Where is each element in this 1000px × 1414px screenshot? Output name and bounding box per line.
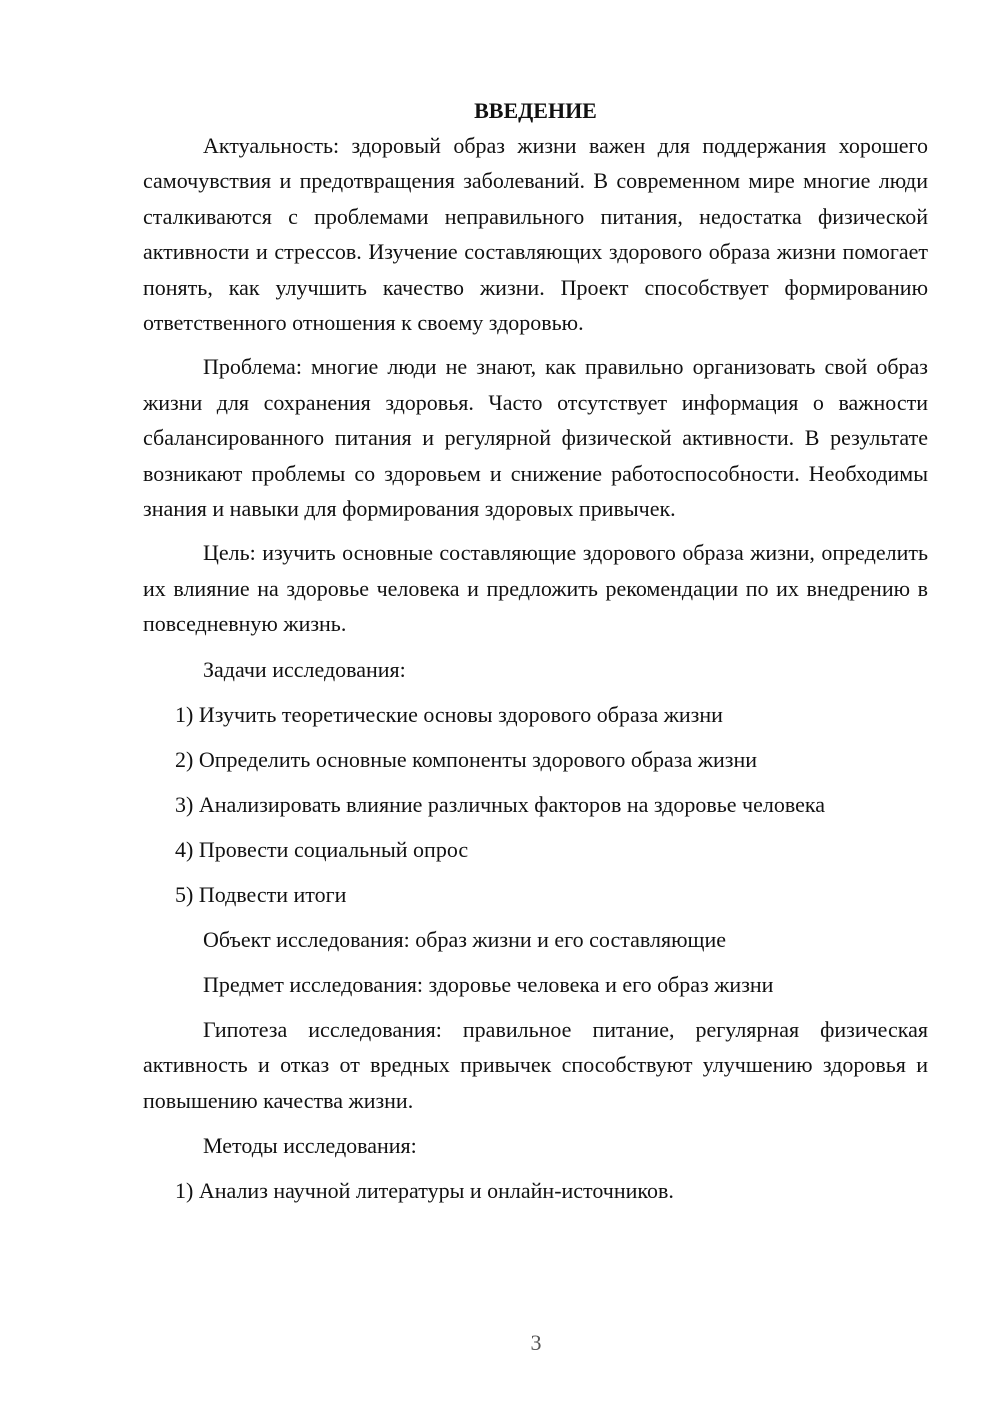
task-item: 1) Изучить теоретические основы здорового образа жизни <box>175 701 723 727</box>
page-content <box>143 93 928 1208</box>
relevance-paragraph: Актуальность: здоровый образ жизни важен для поддержания хорошего самочувствия и предотвращения заболеваний. В современном мире многие люди сталкиваются с проблемами неправильного питания, недостатка физической активности и стрессов. Изучение составляющих здорового образа жизни помогает понять, как улучшить качество жизни. Проект способствует формированию ответственного отношения к своему здоровью. <box>143 133 928 336</box>
methods-heading: Методы исследования: <box>203 1132 417 1158</box>
hypothesis-paragraph: Гипотеза исследования: правильное питание, регулярная физическая активность и отказ от вредных привычек способствуют улучшению здоровья и повышению качества жизни. <box>143 1016 928 1113</box>
method-item: 1) Анализ научной литературы и онлайн-источников. <box>175 1177 674 1203</box>
problem-paragraph: Проблема: многие люди не знают, как правильно организовать свой образ жизни для сохранения здоровья. Часто отсутствует информация о важности сбалансированного питания и регулярной физической активности. В результате возникают проблемы со здоровьем и снижение работоспособности. Необходимы знания и навыки для формирования здоровых привычек. <box>143 354 928 522</box>
research-subject: Предмет исследования: здоровье человека и его образ жизни <box>203 971 774 997</box>
task-item: 5) Подвести итоги <box>175 881 347 907</box>
goal-paragraph: Цель: изучить основные составляющие здорового образа жизни, определить их влияние на здоровье человека и предложить рекомендации по их внедрению в повседневную жизнь. <box>143 540 928 637</box>
section-title: ВВЕДЕНИЕ <box>474 98 597 123</box>
task-item: 4) Провести социальный опрос <box>175 836 469 862</box>
task-item: 2) Определить основные компоненты здорового образа жизни <box>175 746 757 772</box>
page-number: 3 <box>530 1330 542 1355</box>
task-item: 3) Анализировать влияние различных факторов на здоровье человека <box>175 791 825 817</box>
tasks-heading: Задачи исследования: <box>203 656 406 682</box>
research-object: Объект исследования: образ жизни и его составляющие <box>203 926 726 952</box>
